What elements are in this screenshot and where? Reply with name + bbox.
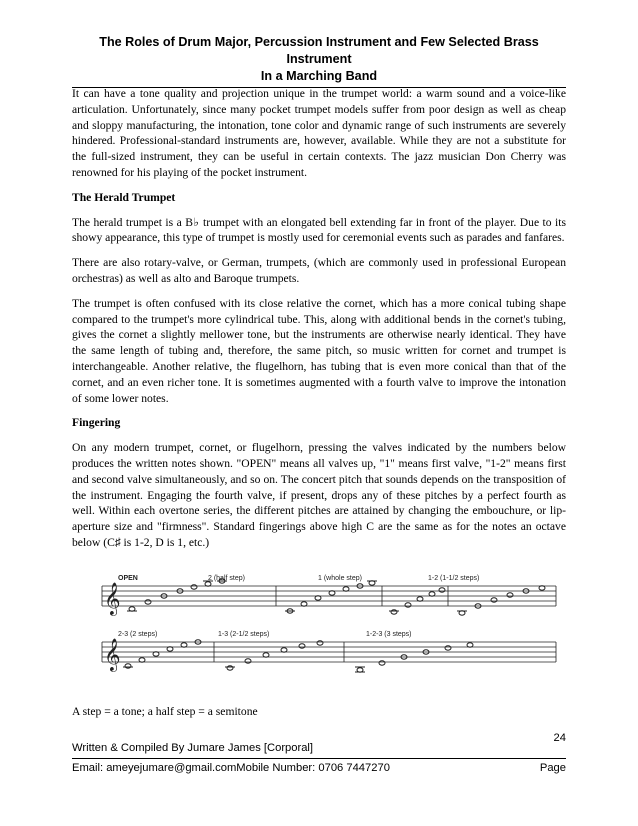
paragraph-pocket-trumpet: It can have a tone quality and projection unique in the trumpet world: a warm sound and a voice-like articulation. Unfortunately, since many pocket trumpet models suffer from poor design as well as cheap and sloppy manufacturing, the intonation, tone color and dynamic range of such instruments are severely hindered. Professional-standard instruments are, however, available. While they are not a substitute for the full-sized instrument, they can be useful in certain contexts. The jazz musician Don Cherry was renowned for his playing of the pocket instrument. — [72, 87, 566, 179]
treble-clef-icon: 𝄞 — [104, 639, 121, 670]
label-two-and-half-steps: 1-3 (2-1/2 steps) — [218, 631, 270, 638]
header-title-line2: In a Marching Band — [260, 69, 378, 83]
step-definition-note: A step = a tone; a half step = a semitone — [72, 705, 258, 718]
treble-clef-icon: 𝄞 — [104, 583, 121, 614]
heading-fingering: Fingering — [72, 416, 121, 430]
footer-rule — [72, 758, 566, 759]
row1-noteheads — [127, 579, 545, 615]
label-two-steps: 2-3 (2 steps) — [118, 631, 158, 638]
footer-contact: Email: ameyejumare@gmail.comMobile Number: 0706 7447270 — [72, 762, 390, 774]
page-number: 24 — [553, 732, 566, 744]
paragraph-cornet: The trumpet is often confused with its close relative the cornet, which has a more conical tubing shape compared to the trumpet's more cylindrical tube. This, along with additional bends in the cornet's tubing, gives the cornet a slightly mellower tone, but the instruments are otherwise nearly identical. They have the same length of tubing and, therefore, the same pitch, so music written for cornet and trumpet is interchangeable. Another relative, the flugelhorn, has tubing that is even more conical than that of the cornet, and an even richer tone. It is sometimes augmented with a fourth valve to improve the intonation of some lower notes. — [72, 296, 566, 405]
heading-herald-trumpet: The Herald Trumpet — [72, 190, 176, 204]
label-half-step: 2 (half step) — [208, 575, 245, 582]
footer-credit: Written & Compiled By Jumare James [Corporal] — [72, 742, 314, 754]
page-header — [72, 34, 566, 88]
header-title-line1: The Roles of Drum Major, Percussion Instrument and Few Selected Brass Instrument — [99, 35, 539, 66]
paragraph-fingering: On any modern trumpet, cornet, or flugelhorn, pressing the valves indicated by the numbers below produces the written notes shown. "OPEN" means all valves up, "1" means first valve, "1-2" means first and second valve simultaneously, and so on. The concert pitch that sounds depends on the transposition of the instrument. Engaging the fourth valve, if present, drops any of these pitches by a perfect fourth as well. Within each overtone series, the different pitches are attained by changing the embouchure, or lip-aperture size and "firmness". Standard fingerings above high C are the same as for the notes an octave below (C♯ is 1-2, D is 1, etc.) — [72, 441, 566, 549]
label-one-and-half-steps: 1-2 (1-1/2 steps) — [428, 575, 480, 582]
page-body — [72, 86, 566, 560]
paragraph-rotary-valve: There are also rotary-valve, or German, trumpets, (which are commonly used in professional European orchestras) as well as alto and Baroque trumpets. — [72, 256, 566, 285]
row2-noteheads — [123, 640, 473, 672]
label-three-steps: 1-2-3 (3 steps) — [366, 631, 412, 638]
label-open: OPEN — [118, 575, 138, 582]
paragraph-herald-trumpet: The herald trumpet is a B♭ trumpet with an elongated bell extending far in front of the player. Due to its showy appearance, this type of trumpet is mostly used for ceremonial events such as parades and fanfares. — [72, 215, 566, 245]
footer-page-label: Page — [539, 762, 566, 774]
label-whole-step: 1 (whole step) — [318, 575, 362, 582]
fingering-notation-figure — [98, 566, 560, 682]
